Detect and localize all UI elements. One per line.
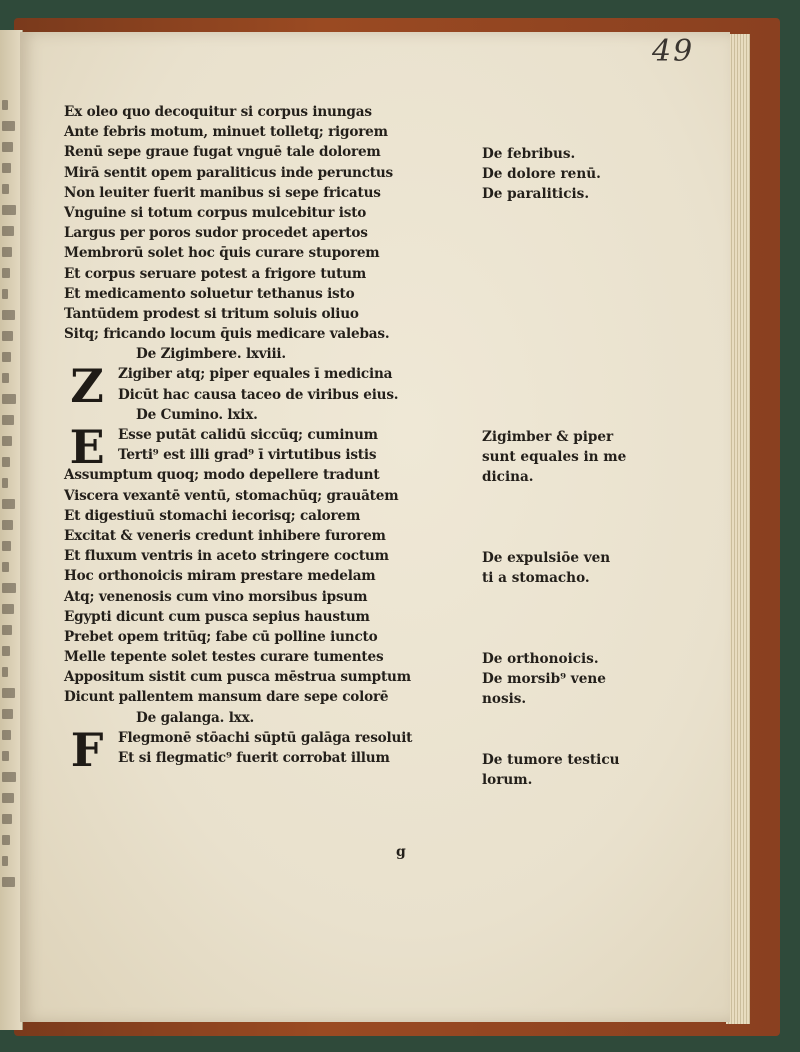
margin-note-line: lorum. — [482, 772, 533, 789]
previous-page-text-fragment — [2, 457, 10, 467]
previous-page-text-fragment — [2, 709, 13, 719]
margin-note — [482, 649, 606, 709]
verse-line: Vnguine si totum corpus mulcebitur isto — [64, 204, 367, 221]
verse-line: Appositum sistit cum pusca mēstrua sumptum — [64, 669, 411, 686]
previous-page-text-fragment — [2, 562, 9, 572]
previous-page-text-fragment — [2, 478, 8, 488]
margin-note-line: sunt equales in me — [482, 449, 627, 465]
verse-line: Viscera vexantē ventū, stomachūq; grauātem — [64, 487, 399, 504]
verse-line: Terti⁹ est illi grad⁹ ī virtutibus istis — [118, 447, 377, 464]
previous-page-text-fragment — [2, 415, 14, 425]
chapter-heading: De Cumino. lxix. — [136, 406, 258, 423]
previous-page-text-fragment — [2, 310, 15, 320]
previous-page-text-fragment — [2, 793, 14, 803]
decorated-initial: E — [69, 420, 105, 474]
verse-line: Non leuiter fuerit manibus si sepe fricatus — [64, 184, 381, 201]
chapter-heading: De galanga. lxx. — [136, 709, 255, 726]
previous-page-text-fragment — [2, 184, 9, 194]
previous-page-text-fragment — [2, 835, 10, 845]
previous-page-text-fragment — [2, 814, 12, 824]
verse-line: Et si flegmatic⁹ fuerit corrobat illum — [118, 750, 390, 766]
verse-line: Esse putāt calidū siccūq; cuminum — [118, 427, 378, 443]
verse-line: Et digestiuū stomachi iecorisq; calorem — [64, 507, 361, 524]
previous-page-text-fragment — [2, 205, 16, 215]
verse-line: Largus per poros sudor procedet apertos — [64, 225, 368, 242]
margin-note — [482, 144, 601, 204]
initial-block — [64, 722, 464, 777]
verse-line: Flegmonē stōachi sūptū galāga resoluit — [118, 729, 413, 746]
previous-page-text-fragment — [2, 352, 11, 362]
margin-note-line: De orthonoicis. — [482, 651, 599, 668]
margin-note-line: De expulsiōe ven — [482, 550, 611, 567]
previous-page-text-fragment — [2, 520, 13, 530]
verse-line: Melle tepente solet testes curare tumentes — [64, 649, 384, 666]
previous-page-text-fragment — [2, 541, 11, 551]
previous-page-text-fragment — [2, 583, 16, 593]
previous-page-text-fragment — [2, 289, 8, 299]
previous-page-text-fragment — [2, 163, 11, 173]
previous-page-text-fragment — [2, 373, 9, 383]
previous-page-text-fragment — [2, 751, 9, 761]
verse-line: Et fluxum ventris in aceto stringere coctum — [64, 548, 389, 565]
previous-page-text-fragment — [2, 499, 15, 509]
verse-line: Mirā sentit opem paraliticus inde perunctus — [64, 164, 394, 181]
verse-line: Membrorū solet hoc q̄uis curare stuporem — [64, 245, 380, 262]
folio-number: 49 — [652, 34, 695, 69]
margin-note-line: nosis. — [482, 691, 527, 708]
signature-mark: g — [396, 844, 406, 860]
verse-line: Excitat & veneris credunt inhibere furorem — [64, 527, 386, 544]
previous-page-text-fragment — [2, 667, 8, 677]
verse-line: Dicunt pallentem mansum dare sepe colorē — [64, 689, 389, 706]
previous-page-text-fragment — [2, 268, 10, 278]
verse-line: Ante febris motum, minuet tolletq; rigorem — [64, 124, 388, 141]
previous-page-text-fragment — [2, 877, 15, 887]
margin-note-line: De dolore renū. — [482, 166, 601, 183]
margin-note-line: De paraliticis. — [482, 186, 590, 203]
margin-note-line: De tumore testicu — [482, 752, 620, 769]
verse-line: Assumptum quoq; modo depellere tradunt — [64, 467, 380, 484]
verse-line: Dicūt hac causa taceo de viribus eius. — [118, 386, 399, 403]
chapter-heading: De Zigimbere. lxviii. — [136, 346, 286, 363]
previous-page-text-fragment — [2, 436, 12, 446]
margin-note — [482, 750, 620, 790]
verse-line: Ex oleo quo decoquitur si corpus inungas — [64, 104, 372, 120]
previous-page-text-fragment — [2, 604, 14, 614]
verse-line: Et medicamento soluetur tethanus isto — [64, 285, 355, 302]
previous-page-text-fragment — [2, 121, 15, 131]
main-text-column — [64, 102, 464, 777]
margin-note-line: dicina. — [482, 469, 534, 485]
previous-page-text-fragment — [2, 772, 16, 782]
verse-line: Egypti dicunt cum pusca sepius haustum — [64, 608, 370, 625]
margin-note-line: Zigimber & piper — [482, 429, 614, 445]
decorated-initial: Z — [70, 359, 104, 414]
verse-line: Et corpus seruare potest a frigore tutum — [64, 265, 367, 282]
previous-page-text-fragment — [2, 394, 16, 404]
verse-line: Renū sepe graue fugat vnguē tale dolorem — [64, 144, 381, 161]
previous-page-text-fragment — [2, 730, 11, 740]
verse-line: Atq; venenosis cum vino morsibus ipsum — [64, 588, 368, 605]
margin-note-line: De febribus. — [482, 146, 576, 163]
margin-note — [482, 427, 626, 487]
verse-line: Sitq; fricando locum q̄uis medicare valebas. — [64, 326, 390, 343]
previous-page-text-fragment — [2, 646, 10, 656]
verse-line: Hoc orthonoicis miram prestare medelam — [64, 568, 376, 585]
initial-block — [64, 359, 464, 414]
decorated-initial: F — [70, 722, 104, 777]
previous-page-text-fragment — [2, 856, 8, 866]
previous-page-text-fragment — [2, 226, 14, 236]
verse-line: Prebet opem tritūq; fabe cū polline iuncto — [64, 628, 378, 645]
margin-note-line: ti a stomacho. — [482, 570, 590, 587]
previous-page-text-fragment — [2, 100, 8, 110]
margin-note — [482, 548, 610, 588]
initial-block — [64, 420, 464, 474]
previous-page-text-fragment — [2, 142, 13, 152]
previous-page-text-fragment — [2, 625, 12, 635]
verse-line: Zigiber atq; piper equales ī medicina — [118, 366, 393, 383]
previous-page-text-fragment — [2, 247, 12, 257]
previous-page-text-fragment — [2, 331, 13, 341]
previous-page-text-fragment — [2, 688, 15, 698]
verse-line: Tantūdem prodest si tritum soluis oliuo — [64, 305, 359, 322]
margin-note-line: De morsib⁹ vene — [482, 671, 606, 688]
